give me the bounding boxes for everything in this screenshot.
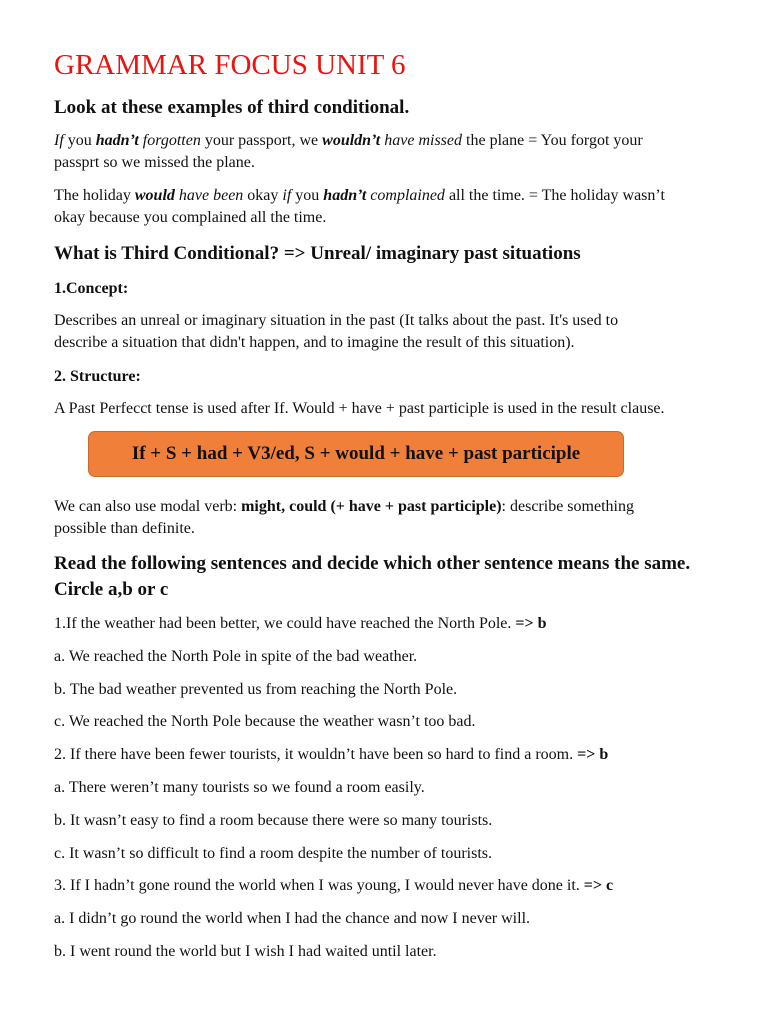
example-1-text: the plane = You forgot your xyxy=(462,132,643,149)
modal-text: : describe something xyxy=(501,498,634,515)
structure-text: A Past Perfecct tense is used after If. Would + have + past participle is used in the result clause. xyxy=(54,400,665,417)
question-2 xyxy=(54,745,608,765)
example-1-line-2: passprt so we missed the plane. xyxy=(54,154,255,171)
page-title: GRAMMAR FOCUS UNIT 6 xyxy=(54,49,406,81)
example-2-line-1 xyxy=(54,186,665,206)
example-1-wouldnt: wouldn’t xyxy=(322,132,381,149)
what-is-heading: What is Third Conditional? => Unreal/ imaginary past situations xyxy=(54,243,581,264)
example-1-if: If xyxy=(54,132,64,149)
question-1 xyxy=(54,614,547,634)
example-2-would: would xyxy=(134,187,175,204)
question-2-option-a: a. There weren’t many tourists so we found a room easily. xyxy=(54,779,425,796)
question-answer: => c xyxy=(583,877,614,894)
question-text: 1.If the weather had been better, we could have reached the North Pole. xyxy=(54,615,516,632)
modal-text: We can also use modal verb: xyxy=(54,498,242,515)
concept-heading: 1.Concept: xyxy=(54,280,129,297)
example-2-complained: complained xyxy=(370,187,445,204)
concept-line-2: describe a situation that didn't happen, and to imagine the result of this situation). xyxy=(54,334,575,351)
example-2-have-been: have been xyxy=(178,187,244,204)
modal-bold: might, could (+ have + past participle) xyxy=(241,498,502,515)
exercise-heading-line-1: Read the following sentences and decide which other sentence means the same. xyxy=(54,553,691,574)
question-1-option-c: c. We reached the North Pole because the weather wasn’t too bad. xyxy=(54,713,476,730)
question-answer: => b xyxy=(577,746,609,763)
example-2-text: all the time. = The holiday wasn’t xyxy=(444,187,665,204)
formula-box xyxy=(88,431,624,477)
example-1-hadnt: hadn’t xyxy=(95,132,139,149)
example-1-forgotten: forgotten xyxy=(142,132,201,149)
question-3-option-b: b. I went round the world but I wish I had waited until later. xyxy=(54,943,437,960)
structure-heading: 2. Structure: xyxy=(54,368,141,385)
example-2-text: The holiday xyxy=(54,187,135,204)
example-2-hadnt: hadn’t xyxy=(323,187,367,204)
question-1-option-a: a. We reached the North Pole in spite of the bad weather. xyxy=(54,648,418,665)
question-2-option-c: c. It wasn’t so difficult to find a room despite the number of tourists. xyxy=(54,845,492,862)
question-1-option-b: b. The bad weather prevented us from reaching the North Pole. xyxy=(54,681,458,698)
example-1-text: you xyxy=(63,132,96,149)
example-2-if: if xyxy=(282,187,292,204)
concept-line-1: Describes an unreal or imaginary situation in the past (It talks about the past. It's used to xyxy=(54,312,619,329)
question-3-option-a: a. I didn’t go round the world when I had the chance and now I never will. xyxy=(54,910,531,927)
modal-line-1 xyxy=(54,497,634,517)
example-1-line-1 xyxy=(54,131,643,151)
question-3 xyxy=(54,876,613,896)
example-2-line-2: okay because you complained all the time. xyxy=(54,209,327,226)
example-2-text: you xyxy=(291,187,324,204)
formula-text: If + S + had + V3/ed, S + would + have + past participle xyxy=(131,443,581,464)
question-text: 3. If I hadn’t gone round the world when I was young, I would never have done it. xyxy=(54,877,584,894)
question-text: 2. If there have been fewer tourists, it wouldn’t have been so hard to find a room. xyxy=(54,746,578,763)
example-2-text: okay xyxy=(243,187,283,204)
intro-heading: Look at these examples of third conditional. xyxy=(54,97,410,118)
question-2-option-b: b. It wasn’t easy to find a room because there were so many tourists. xyxy=(54,812,493,829)
modal-line-2: possible than definite. xyxy=(54,520,195,537)
exercise-heading-line-2: Circle a,b or c xyxy=(54,579,169,600)
example-1-text: your passport, we xyxy=(200,132,323,149)
question-answer: => b xyxy=(515,615,547,632)
example-1-have-missed: have missed xyxy=(384,132,463,149)
